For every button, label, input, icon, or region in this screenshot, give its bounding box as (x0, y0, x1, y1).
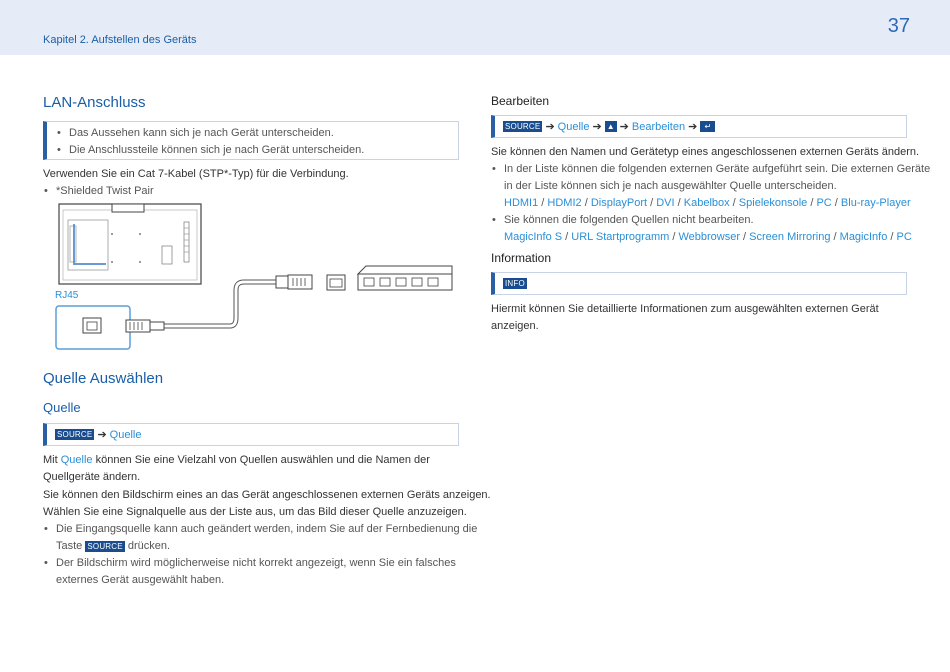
quelle-para-2: Sie können den Bildschirm eines an das Gerät angeschlossenen externen Geräts anzeigen. (43, 489, 491, 501)
source-item: PC (896, 231, 912, 243)
quelle-path-item: Quelle (109, 428, 142, 441)
device-item: Spielekonsole (738, 197, 808, 209)
quelle-path-item: Quelle (557, 120, 590, 133)
quelle-bullet-1-line2: Taste SOURCE drücken. (56, 540, 171, 552)
lan-bullet: • *Shielded Twist Pair (44, 185, 154, 197)
network-switch-icon (358, 266, 452, 290)
quelle-para-3: Wählen Sie eine Signalquelle aus der Liste aus, um das Bild dieser Quelle anzuzeigen. (43, 506, 467, 518)
bearbeiten-heading: Bearbeiten (491, 94, 550, 108)
lan-cable (163, 282, 276, 326)
device-item: DisplayPort (590, 197, 648, 209)
bearbeiten-bullet-2: • Sie können die folgenden Quellen nicht bearbeiten. (492, 214, 754, 226)
quelle-subheading: Quelle (43, 400, 81, 415)
lan-note-1: • Das Aussehen kann sich je nach Gerät unterscheiden. (57, 125, 458, 142)
lan-instruction: Verwenden Sie ein Cat 7-Kabel (STP*-Typ) für die Verbindung. (43, 168, 349, 180)
arrow-icon: ➔ (619, 121, 629, 133)
rj45-port-icon (83, 318, 101, 333)
lan-connection-diagram (40, 198, 470, 358)
quelle-bullet-2: • Der Bildschirm wird möglicherweise nicht korrekt angezeigt, wenn Sie ein falsches (44, 557, 456, 569)
lan-plug-icon-right (276, 275, 312, 289)
bearbeiten-source-list: MagicInfo S / URL Startprogramm / Webbrowser / Screen Mirroring / MagicInfo / PC (504, 231, 912, 243)
source-item: Webbrowser (678, 231, 740, 243)
chapter-title: Kapitel 2. Aufstellen des Geräts (43, 34, 197, 46)
device-item: PC (816, 197, 832, 209)
quelle-bullet-1: • Die Eingangsquelle kann auch geändert werden, indem Sie auf der Fernbedienung die (44, 523, 478, 535)
arrow-icon: ➔ (545, 121, 555, 133)
information-heading: Information (491, 251, 552, 265)
source-item: URL Startprogramm (571, 231, 670, 243)
device-item: Kabelbox (683, 197, 730, 209)
monitor-back-icon (59, 204, 201, 284)
lan-note-box (43, 121, 459, 160)
quelle-para-1-line2: Quellgeräte ändern. (43, 471, 141, 483)
source-key-icon: SOURCE (87, 542, 123, 551)
rj45-label: RJ45 (55, 290, 79, 301)
page-header (0, 0, 950, 55)
device-item: HDMI1 (504, 197, 539, 209)
bearbeiten-path-item: Bearbeiten (631, 120, 686, 133)
up-arrow-key-icon: ▲ (605, 121, 617, 132)
information-desc: Hiermit können Sie detaillierte Informationen zum ausgewählten externen Gerät (491, 303, 879, 315)
quelle-inline-link: Quelle (60, 454, 93, 466)
info-key-icon: INFO (505, 279, 525, 288)
lan-note-2: • Die Anschlussteile können sich je nach Gerät unterscheiden. (57, 142, 458, 159)
information-desc-line2: anzeigen. (491, 320, 539, 332)
lan-heading: LAN-Anschluss (43, 94, 146, 111)
source-item: MagicInfo S (504, 231, 563, 243)
arrow-icon: ➔ (688, 121, 698, 133)
bearbeiten-desc: Sie können den Namen und Gerätetyp eines angeschlossenen externen Geräts ändern. (491, 146, 920, 158)
device-item: Blu-ray-Player (840, 197, 911, 209)
source-item: Screen Mirroring (749, 231, 831, 243)
quelle-auswaehlen-heading: Quelle Auswählen (43, 370, 164, 387)
device-item: HDMI2 (547, 197, 582, 209)
lan-plug-icon-left (126, 320, 164, 332)
lan-wall-port-icon (327, 275, 345, 290)
quelle-para-1: Mit Quelle können Sie eine Vielzahl von Quellen auswählen und die Namen der (43, 454, 430, 466)
source-key-icon: SOURCE (505, 122, 541, 131)
source-item: MagicInfo (839, 231, 888, 243)
quelle-path-box (43, 423, 459, 446)
source-key-icon: SOURCE (57, 430, 93, 439)
information-path-box (491, 272, 907, 295)
bearbeiten-device-list: HDMI1 / HDMI2 / DisplayPort / DVI / Kabelbox / Spielekonsole / PC / Blu-ray-Player (504, 197, 911, 209)
device-item: DVI (656, 197, 675, 209)
arrow-icon: ➔ (592, 121, 602, 133)
arrow-icon: ➔ (97, 429, 107, 441)
bearbeiten-bullet-1: • In der Liste können die folgenden externen Geräte aufgeführt sein. Die externen Geräte (492, 163, 931, 175)
quelle-bullet-2-line2: externes Gerät ausgewählt haben. (56, 574, 225, 586)
enter-key-icon: ↵ (700, 121, 715, 132)
page-number: 37 (887, 15, 910, 37)
bearbeiten-bullet-1-line2: in der Liste können sich je nach ausgewählter Quelle unterscheiden. (504, 180, 837, 192)
bearbeiten-path-box (491, 115, 907, 138)
